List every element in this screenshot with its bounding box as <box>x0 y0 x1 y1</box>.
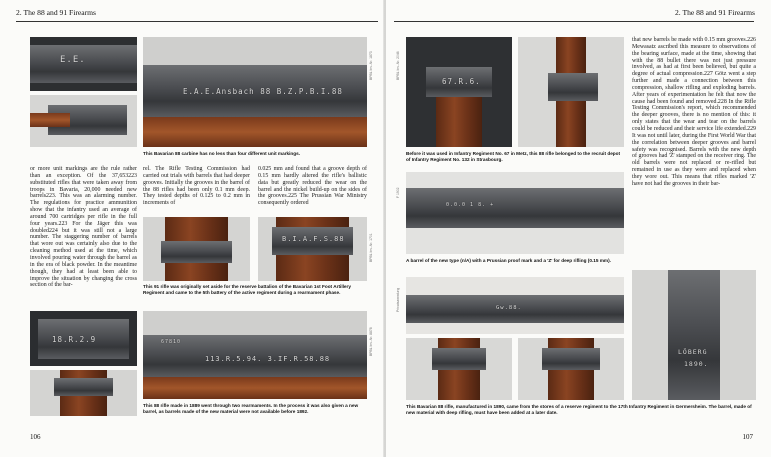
photo-marking-closeup-1 <box>30 37 137 91</box>
text-column-2: rel. The Rifle Testing Commission had carried out trials with barrels that had deeper grooves. Initially the grooves in the barrel of the 88 rifles had been only 0.1 mm deep. They tested depths of 0.125 to 0.2 mm in increments of <box>143 166 250 207</box>
photo-stamp: Gw.88. <box>496 305 522 311</box>
photo-stamp: E.A.E.Ansbach 88 B.Z.P.B.I.88 <box>183 87 343 96</box>
caption-bottom: This 88 rifle made in 1889 went through two rearmaments. In the process it was also given a new barrel, as barrels made of the new material were not available before 1892. <box>143 403 359 415</box>
caption-middle: A barrel of the new type (n/A) with a Prussian proof mark and a 'Z' for deep rifling (0.15 mm). <box>406 258 611 263</box>
photo-credit: BPBL Inv.-Nr. 2046 <box>396 51 400 80</box>
photo-credit: Privatsammlung <box>396 287 400 312</box>
photo-stamp: B.I.A.F.S.88 <box>282 235 345 243</box>
photo-credit: F 1902 <box>396 187 400 198</box>
caption-top: This Bavarian 88 carbine has no less than four different unit markings. <box>143 151 301 156</box>
photo-bavarian-88-receiver <box>406 277 624 334</box>
photo-barrel-band-with-sling <box>518 37 624 147</box>
photo-barrel-band <box>30 370 137 416</box>
page-number-right: 107 <box>742 433 753 441</box>
photo-carbine-receiver <box>143 37 367 147</box>
caption-middle: This 91 rifle was originally set aside for the reserve battalion of the Bavarian 1st Foot Artillery Regiment and came to the 5th battery of the active regiment during a rearmament phase. <box>143 284 351 296</box>
right-page-header: 2. The 88 and 91 Firearms <box>674 8 755 17</box>
photo-crown-loeberg-marking <box>632 270 756 400</box>
photo-88-rifle-receiver <box>143 311 367 399</box>
photo-stamp: 1890. <box>684 360 709 368</box>
photo-sling-swivel-left <box>406 338 512 400</box>
photo-91-rifle-stock-marking <box>258 217 367 281</box>
photo-91-rifle-barrel-band <box>143 217 250 281</box>
photo-barrel-band-67 <box>406 37 512 147</box>
right-page <box>386 0 771 457</box>
photo-stamp: LÖBERG <box>678 348 708 356</box>
photo-credit: BPBL Inv.-Nr. 1873 <box>369 51 373 80</box>
photo-stamp: 67.R.6. <box>442 77 481 86</box>
photo-credit: BPBL Inv.-Nr. 1701 <box>369 233 373 262</box>
photo-stamp: 18.R.2.9 <box>52 335 97 344</box>
photo-stamp: E.E. <box>60 55 86 65</box>
left-page-header: 2. The 88 and 91 Firearms <box>16 8 97 17</box>
caption-bottom: This Bavarian 88 rifle, manufactured in 1890, came from the stores of a reserve regiment to the 17th Infantry Regiment in Germersheim. The barrel, made of new material with deep rifling, must have been added at a later date. <box>406 404 752 416</box>
photo-new-type-barrel <box>406 172 624 254</box>
left-header-rule <box>16 21 378 22</box>
text-column-right: that new barrels be made with 0.15 mm grooves.226 Mewasatz ascribed this measure to observations of the bearing surface, made at the time, showing that with the 88 bullet there was not just pressure involved, as had at first been believed, but quite a degree of actual compression.227 Götz went a step further and made a connection between this compression, shallow rifling and exploding barrels. After years of experimentation he felt that now the cause had been found and removed.228 In the Rifle Testing Commission's report, which recommended the deeper grooves, there is no mention of this: it only states that the wear and tear on the barrels could be reduced and their service life extended.229 It was not until later, during the First World War that the correlation between deeper grooves and barrel safety was recognised. Barrels with the new depth of grooves had 'Z' stamped on the receiver ring. The old barrels were not replaced or re-rifled but remained in use as they were and replaced when they wore out. This means that rifles marked 'Z' have not had the grooves in their bar- <box>632 37 756 187</box>
photo-marking-closeup-2 <box>30 95 137 147</box>
caption-top: Before it was used in Infantry Regiment No. 67 in Metz, this 88 rifle belonged to the recruit depot of Infantry Regiment No. 132 in Strasbourg. <box>406 151 621 163</box>
photo-unit-marking-closeup <box>30 311 137 366</box>
text-column-1: or more unit markings are the rule rather than an exception. Of the 37,653223 substituted rifles that were taken away from troops in Bavaria, 20,000 needed new barrels223. This was an alarming number. The regulations for practice ammunition show that the infantry used an average of around 700 cartridges per rifle in the full four years.223 For the Jäger this was doubled224 but it was still not a large number. The staggering number of barrels that wore out was certainly also due to the cleaning method used at the time, which involved pouring water through the barrel as in the era of black powder. In the meantime though, they had at least been able to improve the situation by changing the cross section of the bar- <box>30 166 137 289</box>
photo-stamp: 67810 <box>161 339 182 345</box>
right-header-rule <box>394 21 754 22</box>
text-column-3: 0.025 mm and found that a groove depth of 0.15 mm hardly altered the rifle's ballistic data but greatly reduced the wear on the barrel and the nickel build-up on the sides of the grooves.225 The Prussian War Ministry consequently ordered <box>258 166 367 207</box>
photo-credit: BPBL Inv.-Nr. 8878 <box>369 327 373 356</box>
photo-stamp: 0.0.0 1 8. + <box>446 202 495 208</box>
photo-stamp: 113.R.5.94. 3.IF.R.58.88 <box>205 355 331 363</box>
left-page <box>0 0 384 457</box>
photo-sling-swivel-right <box>518 338 624 400</box>
page-number-left: 106 <box>30 433 41 441</box>
